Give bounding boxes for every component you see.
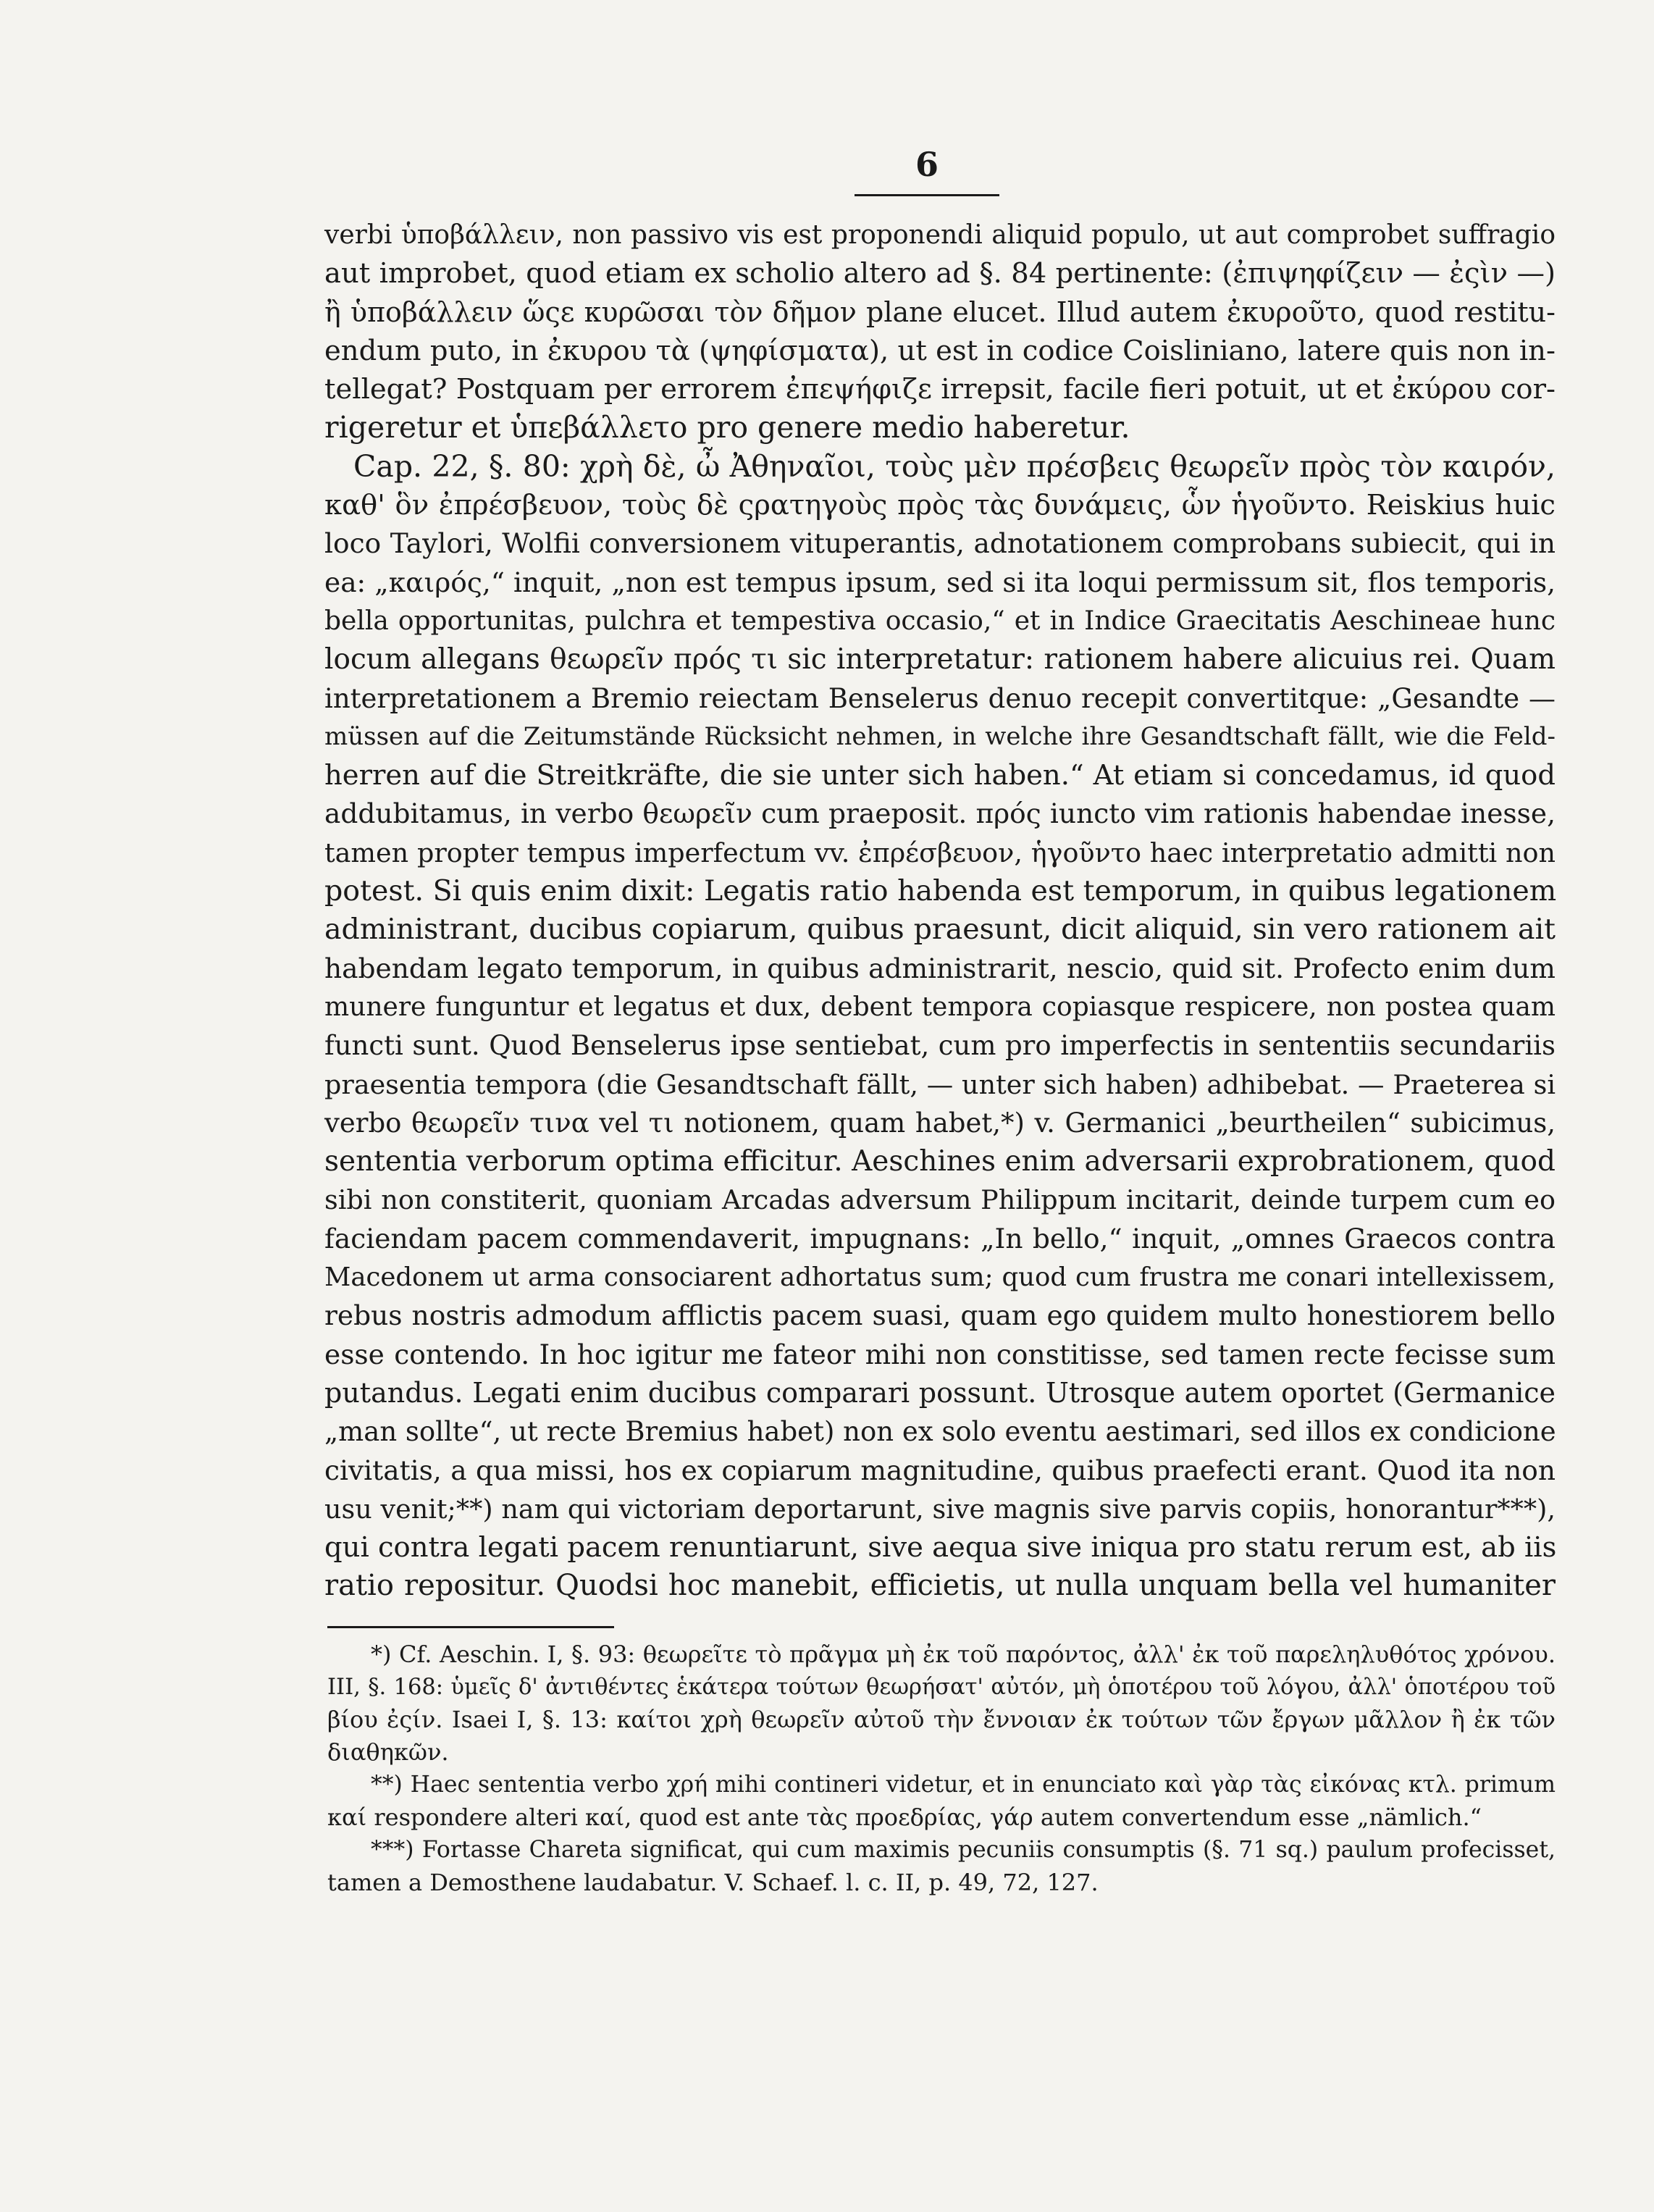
text-line: esse contendo. In hoc igitur me fateor mihi non constitisse, sed tamen recte fecisse sum [324, 1338, 1556, 1370]
page-number-rule [855, 194, 999, 196]
text-line: rebus nostris admodum afflictis pacem suasi, quam ego quidem multo honestiorem bello [324, 1299, 1556, 1332]
text-line: locum allegans θεωρεῖν πρός τι sic interpretatur: rationem habere alicuius rei. Quam [324, 643, 1556, 676]
text-line: „man sollte“, ut recte Bremius habet) non ex solo eventu aestimari, sed illos ex condicione [324, 1416, 1556, 1448]
text-line: usu venit;**) nam qui victoriam deportarunt, sive magnis sive parvis copiis, honorantur***), [324, 1493, 1556, 1525]
text-line: καθ' ὃν ἐπρέσβευον, τοὺς δὲ ςρατηγοὺς πρὸς τὰς δυνάμεις, ὧν ἡγοῦντο. Reiskius huic [324, 489, 1556, 522]
footnote-line: καί respondere alteri καί, quod est ante τὰς προεδρίας, γάρ autem convertendum esse „nämlich.“ [327, 1803, 1482, 1831]
text-line: potest. Si quis enim dixit: Legatis ratio habenda est temporum, in quibus legationem [324, 874, 1557, 908]
text-line: praesentia tempora (die Gesandtschaft fällt, — unter sich haben) adhibebat. — Praeterea si [324, 1068, 1556, 1100]
text-line: administrant, ducibus copiarum, quibus praesunt, dicit aliquid, sin vero rationem ait [324, 913, 1556, 947]
text-line: verbo θεωρεῖν τινα vel τι notionem, quam habet,*) v. Germanici „beurtheilen“ subicimus, [324, 1107, 1556, 1139]
text-line: ἢ ὑποβάλλειν ὥςε κυρῶσαι τὸν δῆμον plane elucet. Illud autem ἐκυροῦτο, quod restitu- [324, 296, 1556, 328]
text-line: habendam legato temporum, in quibus administrarit, nescio, quid sit. Profecto enim dum [324, 952, 1556, 984]
text-line: verbi ὑποβάλλειν, non passivo vis est proponendi aliquid populo, ut aut comprobet suffragio [324, 220, 1556, 250]
text-line: tellegat? Postquam per errorem ἐπεψήφιζε irrepsit, facile fieri potuit, ut et ἐκύρου cor- [324, 373, 1556, 406]
footnote-line: III, §. 168: ὑμεῖς δ' ἀντιθέντες ἑκάτερα τούτων θεωρήσατ' αὐτόν, μὴ ὁποτέρου τοῦ λόγου, ἀλλ' ὁποτέρου τοῦ [327, 1675, 1556, 1700]
text-line: aut improbet, quod etiam ex scholio altero ad §. 84 pertinente: (ἐπιψηφίζειν — ἐςὶν —) [324, 257, 1556, 290]
footnote-line: *) Cf. Aeschin. I, §. 93: θεωρεῖτε τὸ πρᾶγμα μὴ ἐκ τοῦ παρόντος, ἀλλ' ἐκ τοῦ παρεληλυθότος χρόνου. [371, 1641, 1556, 1668]
text-line: ratio repositur. Quodsi hoc manebit, efficietis, ut nulla unquam bella vel humaniter [324, 1569, 1556, 1603]
footnote-line: tamen a Demosthene laudabatur. V. Schaef. l. c. II, p. 49, 72, 127. [327, 1869, 1099, 1896]
body-text [324, 216, 1556, 1606]
text-line: rigeretur et ὑπεβάλλετο pro genere medio haberetur. [324, 410, 1130, 445]
footnote-line: ***) Fortasse Chareta significat, qui cum maximis pecuniis consumptis (§. 71 sq.) paulum profecisset, [371, 1837, 1556, 1863]
footnotes [327, 1638, 1556, 1899]
text-line: addubitamus, in verbo θεωρεῖν cum praeposit. πρός iuncto vim rationis habendae inesse, [324, 797, 1556, 830]
text-line: tamen propter tempus imperfectum vv. ἐπρέσβευον, ἡγοῦντο haec interpretatio admitti non [324, 837, 1556, 868]
text-line: putandus. Legati enim ducibus comparari possunt. Utrosque autem oportet (Germanice [324, 1376, 1556, 1409]
footnote-line: **) Haec sententia verbo χρή mihi contineri videtur, et in enunciato καὶ γὰρ τὰς εἰκόνας κτλ. primum [371, 1772, 1556, 1798]
page-number: 6 [915, 145, 939, 184]
footnote-rule [327, 1626, 614, 1628]
footnote-line: διαθηκῶν. [327, 1738, 449, 1766]
text-line: munere funguntur et legatus et dux, debent tempora copiasque respicere, non postea quam [324, 992, 1556, 1022]
text-line: loco Taylori, Wolfii conversionem vituperantis, adnotationem comprobans subiecit, qui in [324, 527, 1556, 560]
text-line: herren auf die Streitkräfte, die sie unter sich haben.“ At etiam si concedamus, id quod [324, 759, 1556, 792]
text-line: civitatis, a qua missi, hos ex copiarum magnitudine, quibus praefecti erant. Quod ita non [324, 1454, 1556, 1486]
text-line: ea: „καιρός,“ inquit, „non est tempus ipsum, sed si ita loqui permissum sit, flos temporis, [324, 566, 1556, 598]
text-line: Cap. 22, §. 80: χρὴ δὲ, ὦ Ἀθηναῖοι, τοὺς μὲν πρέσβεις θεωρεῖν πρὸς τὸν καιρόν, [353, 448, 1556, 484]
text-line: qui contra legati pacem renuntiarunt, sive aequa sive iniqua pro statu rerum est, ab iis [324, 1531, 1557, 1564]
text-line: sententia verborum optima efficitur. Aeschines enim adversarii exprobrationem, quod [324, 1145, 1556, 1178]
text-line: müssen auf die Zeitumstände Rücksicht nehmen, in welche ihre Gesandtschaft fällt, wie die Feld- [324, 721, 1556, 751]
text-line: Macedonem ut arma consociarent adhortatus sum; quod cum frustra me conari intellexissem, [324, 1262, 1556, 1293]
text-line: endum puto, in ἐκυρου τὰ (ψηφίσματα), ut est in codice Coisliniano, latere quis non in- [324, 334, 1556, 367]
text-line: interpretationem a Bremio reiectam Benselerus denuo recepit convertitque: „Gesandte — [324, 682, 1556, 714]
text-line: faciendam pacem commendaverit, impugnans: „In bello,“ inquit, „omnes Graecos contra [324, 1222, 1556, 1254]
text-line: functi sunt. Quod Benselerus ipse sentiebat, cum pro imperfectis in sententiis secundariis [324, 1030, 1556, 1062]
text-line: bella opportunitas, pulchra et tempestiva occasio,“ et in Indice Graecitatis Aeschineae hunc [324, 606, 1556, 636]
footnote-line: βίου ἐςίν. Isaei I, §. 13: καίτοι χρὴ θεωρεῖν αὐτοῦ τὴν ἔννοιαν ἐκ τούτων τῶν ἔργων μᾶλλον ἢ ἐκ τῶν [327, 1706, 1556, 1733]
text-line: sibi non constiterit, quoniam Arcadas adversum Philippum incitarit, deinde turpem cum eo [324, 1184, 1556, 1216]
